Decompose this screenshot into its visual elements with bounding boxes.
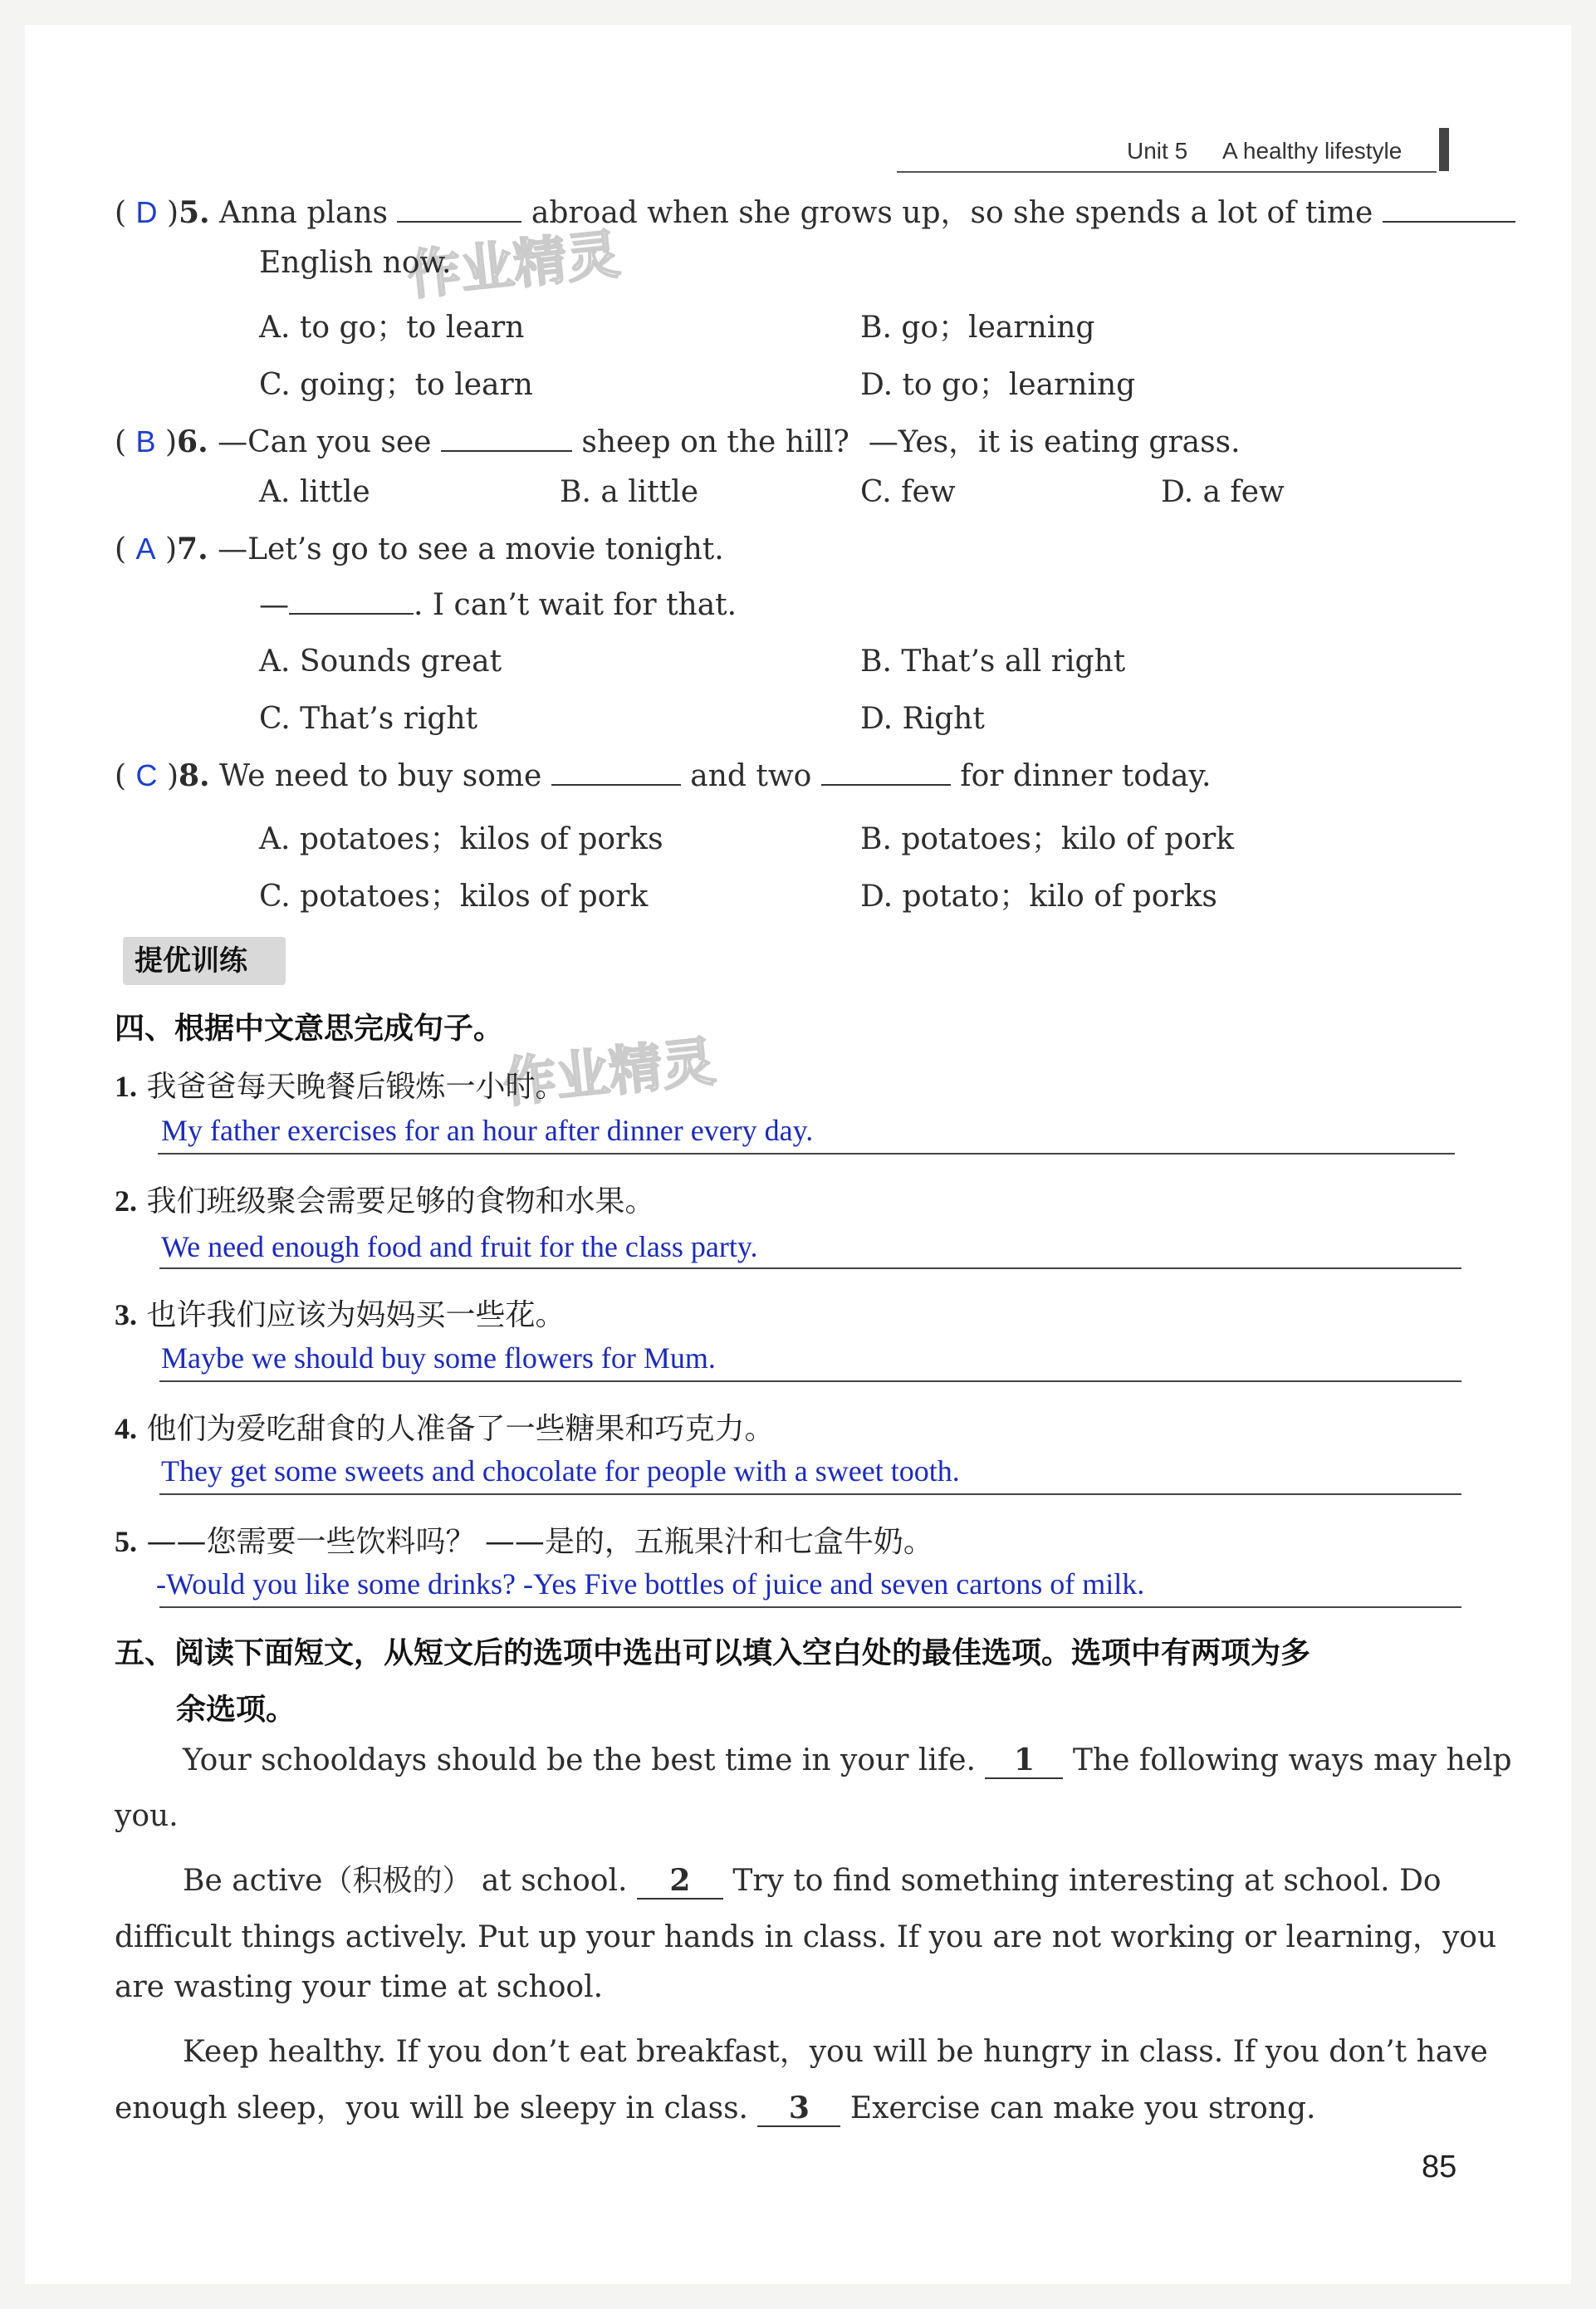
answer: B	[135, 424, 156, 458]
sentence-1-answer: My father exercises for an hour after dinner every day.	[161, 1114, 814, 1147]
answer-line	[158, 1153, 1455, 1154]
sentence-5-prompt: 5. ——您需要一些饮料吗？ ——是的，五瓶果汁和七盒牛奶。	[115, 1525, 933, 1559]
header-bar	[1439, 128, 1449, 171]
sentence-1-prompt: 1. 我爸爸每天晚餐后锻炼一小时。	[115, 1070, 565, 1104]
question-7: ( A )7. —Let’s go to see a movie tonight.	[115, 532, 724, 566]
question-6: ( B )6. —Can you see sheep on the hill? —Yes，it is eating grass.	[115, 424, 1241, 459]
section-5-title: 五、阅读下面短文，从短文后的选项中选出可以填入空白处的最佳选项。选项中有两项为多	[115, 1636, 1311, 1670]
passage-paragraph-2-end: are wasting your time at school.	[115, 1970, 604, 2004]
option-a: A. to go；to learn	[259, 311, 525, 345]
question-5: ( D )5. Anna plans abroad when she grows up，so she spends a lot of time	[115, 189, 1515, 232]
sentence-5-answer: -Would you like some drinks? -Yes Five bottles of juice and seven cartons of milk.	[156, 1567, 1145, 1601]
sentence-2-answer: We need enough food and fruit for the class party.	[161, 1230, 758, 1263]
blank-2: 2	[637, 1863, 723, 1900]
option-b: B. potatoes；kilo of pork	[860, 822, 1235, 856]
question-5-line2: English now.	[259, 246, 452, 280]
page-number: 85	[1422, 2150, 1457, 2184]
option-c: C. few	[860, 475, 956, 509]
sentence-3-prompt: 3. 也许我们应该为妈妈买一些花。	[115, 1298, 565, 1332]
option-d: D. a few	[1161, 475, 1285, 509]
answer-line	[159, 1380, 1461, 1382]
section-5-title-cont: 余选项。	[176, 1693, 296, 1727]
answer: D	[135, 195, 158, 229]
passage-paragraph-3-cont: enough sleep，you will be sleepy in class. 3 Exercise can make you strong.	[115, 2091, 1316, 2125]
option-a: A. little	[259, 475, 370, 509]
section-4-title: 四、根据中文意思完成句子。	[115, 1012, 504, 1046]
sentence-4-prompt: 4. 他们为爱吃甜食的人准备了一些糖果和巧克力。	[115, 1412, 775, 1446]
option-a: A. potatoes；kilos of porks	[259, 822, 663, 856]
blank-3: 3	[757, 2091, 840, 2127]
option-c: C. That’s right	[259, 702, 478, 736]
option-d: D. Right	[860, 702, 985, 736]
answer-line	[159, 1267, 1461, 1269]
answer: A	[135, 532, 156, 566]
answer-line	[159, 1493, 1461, 1495]
option-c: C. going；to learn	[259, 368, 533, 402]
passage-paragraph-1: Your schooldays should be the best time in your life. 1 The following ways may help	[183, 1743, 1512, 1777]
section-badge: 提优训练	[123, 937, 286, 985]
passage-paragraph-2-cont: difficult things actively. Put up your hands in class. If you are not working or learning，you	[115, 1920, 1497, 1954]
blank-1: 1	[985, 1743, 1063, 1779]
header-title: A healthy lifestyle	[1222, 138, 1403, 164]
passage-paragraph-1-cont: you.	[115, 1799, 179, 1833]
option-a: A. Sounds great	[259, 645, 502, 679]
answer-line	[159, 1606, 1461, 1608]
option-b: B. That’s all right	[860, 645, 1126, 679]
header-unit: Unit 5	[1127, 138, 1188, 164]
sentence-4-answer: They get some sweets and chocolate for people with a sweet tooth.	[161, 1454, 960, 1488]
passage-paragraph-2: Be active（积极的） at school. 2 Try to find something interesting at school. Do	[183, 1863, 1442, 1898]
option-b: B. go；learning	[860, 311, 1095, 345]
sentence-2-prompt: 2. 我们班级聚会需要足够的食物和水果。	[115, 1184, 655, 1218]
option-c: C. potatoes；kilos of pork	[259, 880, 649, 914]
header-rule	[897, 171, 1437, 173]
option-b: B. a little	[560, 475, 699, 509]
watermark: 作业精灵	[404, 223, 623, 308]
sentence-3-answer: Maybe we should buy some flowers for Mum.	[161, 1341, 716, 1375]
question-7-line2: — . I can’t wait for that.	[259, 588, 737, 622]
watermark: 作业精灵	[500, 1031, 718, 1115]
question-8: ( C )8. We need to buy some and two for dinner today.	[115, 758, 1212, 793]
passage-paragraph-3: Keep healthy. If you don’t eat breakfast，you will be hungry in class. If you don’t have	[183, 2035, 1488, 2069]
option-d: D. to go；learning	[860, 368, 1136, 402]
option-d: D. potato；kilo of porks	[860, 880, 1217, 914]
answer: C	[135, 758, 158, 792]
